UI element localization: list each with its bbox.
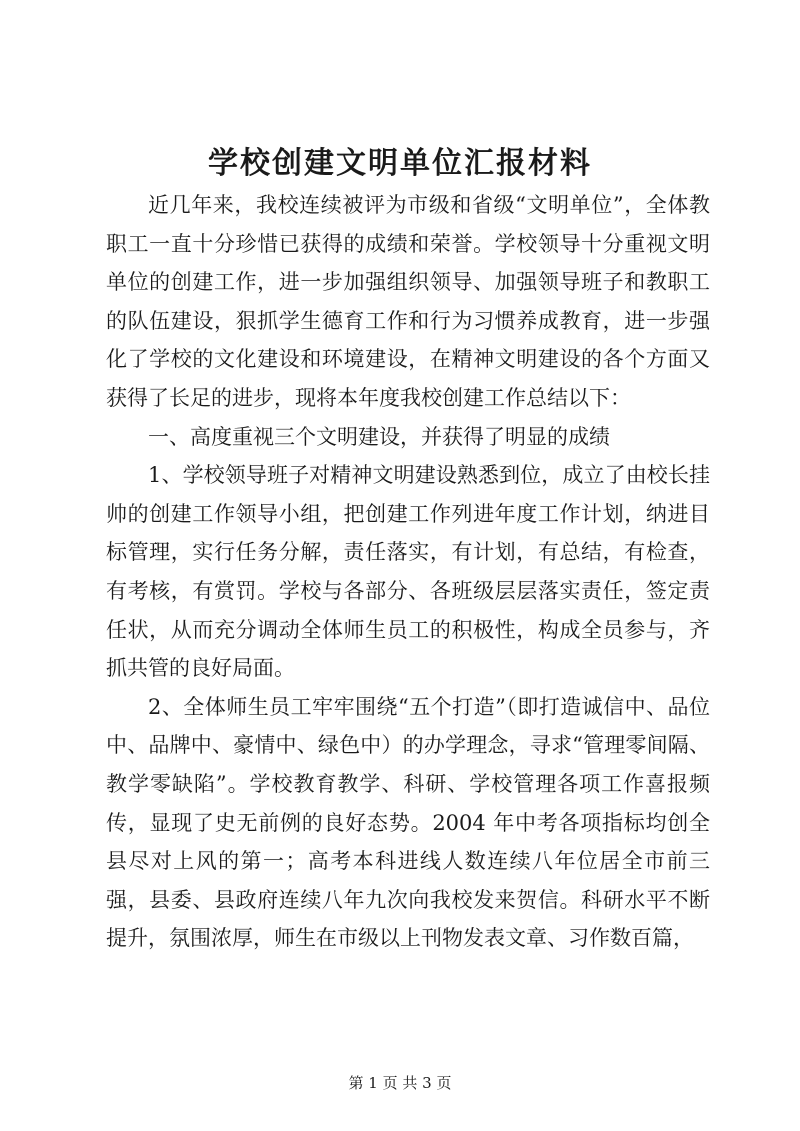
document-body — [106, 186, 710, 958]
paragraph-item-2: 2、全体师生员工牢牢围绕“五个打造”（即打造诚信中、品位中、品牌中、豪情中、绿色中）的办学理念，寻求“管理零间隔、教学零缺陷”。学校教育教学、科研、学校管理各项工作喜报频传，显现了史无前例的良好态势。2004 年中考各项指标均创全县尽对上风的第一；高考本科进线人数连续八年位居全市前三强，县委、县政府连续八年九次向我校发来贺信。科研水平不断提升，氛围浓厚，师生在市级以上刊物发表文章、习作数百篇， — [106, 694, 710, 951]
paragraph-item-1: 1、学校领导班子对精神文明建设熟悉到位，成立了由校长挂帅的创建工作领导小组，把创建工作列进年度工作计划，纳进目标管理，实行任务分解，责任落实，有计划，有总结，有检查，有考核，有赏罚。学校与各部分、各班级层层落实责任，签定责任状，从而充分调动全体师生员工的积极性，构成全员参与，齐抓共管的良好局面。 — [106, 463, 710, 681]
paragraph-intro: 近几年来，我校连续被评为市级和省级“文明单位”，全体教职工一直十分珍惜已获得的成绩和荣誉。学校领导十分重视文明单位的创建工作，进一步加强组织领导、加强领导班子和教职工的队伍建设，狠抓学生德育工作和行为习惯养成教育，进一步强化了学校的文化建设和环境建设，在精神文明建设的各个方面又获得了长足的进步，现将本年度我校创建工作总结以下： — [106, 193, 710, 410]
document-title: 学校创建文明单位汇报材料 — [208, 146, 592, 181]
section-heading-1: 一、高度重视三个文明建设，并获得了明显的成绩 — [148, 424, 610, 449]
page-footer: 第 1 页 共 3 页 — [348, 1074, 452, 1092]
